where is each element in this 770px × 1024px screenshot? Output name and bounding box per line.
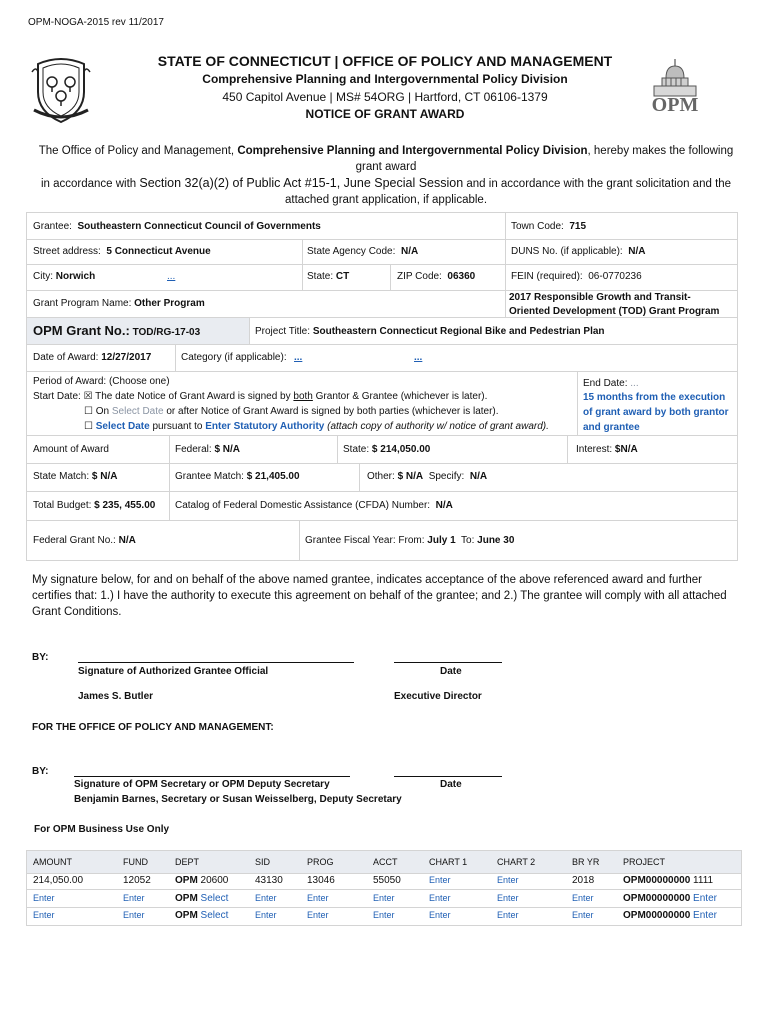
state-amount-value[interactable]: $ 214,050.00 — [371, 444, 431, 455]
federal-grant-label: Federal Grant No.: — [33, 535, 116, 546]
program-field — [33, 298, 205, 309]
state-match-field — [33, 471, 117, 482]
table-cell[interactable]: Enter — [429, 910, 451, 920]
other-label: Other: — [367, 471, 395, 482]
project-title-field — [255, 326, 605, 337]
end-date-field — [583, 378, 639, 389]
form-code: OPM-NOGA-2015 rev 11/2017 — [28, 17, 164, 28]
end-note-line2: of grant award by both grantor — [583, 407, 729, 418]
end-date-label: End Date: — [583, 378, 628, 389]
table-cell[interactable] — [623, 910, 717, 921]
street-value[interactable]: 5 Connecticut Avenue — [106, 246, 211, 257]
table-cell-part: OPM — [175, 875, 198, 886]
category-dropdown[interactable]: ... — [294, 352, 303, 363]
column-header: SID — [255, 857, 271, 867]
table-cell-part: Select — [197, 893, 229, 904]
table-cell[interactable]: Enter — [307, 893, 329, 903]
duns-field — [511, 246, 646, 257]
opm-date-line[interactable] — [394, 776, 502, 777]
intro-division: Comprehensive Planning and Intergovernmental Policy Division — [237, 145, 588, 157]
table-cell[interactable] — [623, 893, 717, 904]
grantee-match-field — [175, 471, 300, 482]
column-header: BR YR — [572, 857, 600, 867]
grantee-signature-caption: Signature of Authorized Grantee Official — [78, 666, 269, 677]
city-dropdown[interactable]: ... — [167, 271, 176, 282]
opm-logo-text: OPM — [651, 94, 699, 116]
start-option-signed[interactable] — [33, 391, 487, 402]
city-field — [33, 271, 95, 282]
table-cell[interactable] — [175, 875, 228, 886]
table-cell-part: OPM00000000 — [623, 875, 691, 886]
table-cell[interactable]: 55050 — [373, 875, 401, 886]
table-cell-part: Enter — [690, 910, 717, 921]
start-option-text: Start Date: ☒ The date Notice of Grant Award is signed by — [33, 391, 294, 402]
fein-label: FEIN (required): — [511, 271, 583, 282]
grantee-match-label: Grantee Match: — [175, 471, 244, 482]
state-amount-label: State: — [343, 444, 370, 455]
agency-code-field — [307, 246, 418, 257]
interest-value[interactable]: $N/A — [614, 444, 638, 455]
federal-value[interactable]: $ N/A — [214, 444, 241, 455]
grantee-value[interactable]: Southeastern Connecticut Council of Governments — [77, 221, 321, 232]
other-value[interactable]: $ N/A — [397, 471, 424, 482]
select-date-field[interactable]: Select Date — [111, 406, 164, 417]
interest-field — [576, 444, 638, 455]
date-award-field — [33, 352, 151, 363]
state-field — [307, 271, 349, 282]
grantee-date-line[interactable] — [394, 662, 502, 663]
intro-statute: Section 32(a)(2) of Public Act #15-1, June Special Session — [139, 176, 464, 190]
program-value[interactable]: Other Program — [134, 298, 205, 309]
duns-label: DUNS No. (if applicable): — [511, 246, 623, 257]
street-field — [33, 246, 211, 257]
intro-paragraph — [26, 143, 746, 208]
fiscal-year-label: Grantee Fiscal Year: From: — [305, 535, 425, 546]
table-cell[interactable]: Enter — [497, 910, 519, 920]
table-cell[interactable] — [623, 875, 713, 886]
column-header: FUND — [123, 857, 148, 867]
opm-logo — [640, 58, 710, 116]
agency-code-label: State Agency Code: — [307, 246, 396, 257]
category-dropdown-2[interactable]: ... — [414, 352, 423, 363]
state-value[interactable]: CT — [335, 271, 350, 282]
by-label-opm: BY: — [32, 766, 49, 777]
cfda-field — [175, 500, 453, 511]
table-cell[interactable]: Enter — [429, 893, 451, 903]
select-date-field[interactable]: Select Date — [95, 421, 150, 432]
grant-info-grid — [26, 212, 738, 561]
opm-signer-names: Benjamin Barnes, Secretary or Susan Weisselberg, Deputy Secretary — [74, 794, 402, 805]
table-cell[interactable] — [175, 893, 228, 904]
category-field — [181, 352, 287, 363]
fiscal-year-to[interactable]: June 30 — [477, 535, 515, 546]
table-cell[interactable]: Enter — [255, 910, 277, 920]
end-note-line3: and grantee — [583, 422, 640, 433]
table-cell[interactable]: 214,050.00 — [33, 875, 84, 886]
header-division: Comprehensive Planning and Intergovernmental Policy Division — [202, 72, 568, 86]
intro-text: and in accordance with the grant solicitation and the attached grant application, if applicable. — [284, 178, 732, 206]
interest-label: Interest: — [576, 444, 613, 455]
amount-label: Amount of Award — [33, 444, 109, 455]
table-cell[interactable]: Enter — [123, 893, 145, 903]
column-header: CHART 2 — [497, 857, 536, 867]
by-label: BY: — [32, 652, 49, 663]
table-cell-part: Enter — [690, 893, 717, 904]
end-date-value[interactable]: ... — [630, 378, 639, 389]
header-agency: STATE OF CONNECTICUT | OFFICE OF POLICY AND MANAGEMENT — [157, 53, 613, 69]
grant-no-value[interactable]: TOD/RG-17-03 — [132, 327, 201, 338]
fiscal-year-from[interactable]: July 1 — [427, 535, 456, 546]
project-title-label: Project Title: — [255, 326, 311, 337]
other-field — [367, 471, 487, 482]
page-title: NOTICE OF GRANT AWARD — [305, 107, 465, 121]
program-label: Grant Program Name: — [33, 298, 132, 309]
period-label: Period of Award: (Choose one) — [33, 376, 170, 387]
category-label: Category (if applicable): — [181, 352, 287, 363]
table-cell[interactable] — [175, 910, 228, 921]
table-cell-part: OPM00000000 — [623, 910, 691, 921]
table-cell[interactable]: Enter — [572, 910, 594, 920]
table-cell[interactable]: 12052 — [123, 875, 151, 886]
table-cell[interactable]: Enter — [255, 893, 277, 903]
duns-value[interactable]: N/A — [628, 246, 646, 257]
table-cell-part: OPM — [175, 910, 198, 921]
grant-no-label: OPM Grant No.: — [33, 323, 130, 338]
state-amount-field — [343, 444, 430, 455]
table-cell[interactable]: Enter — [497, 875, 519, 885]
start-option-date[interactable] — [84, 406, 499, 417]
start-option-both: both — [293, 391, 313, 402]
date-award-label: Date of Award: — [33, 352, 99, 363]
header-address: 450 Capitol Avenue | MS# 54ORG | Hartford, CT 06106-1379 — [222, 90, 548, 104]
specify-value[interactable]: N/A — [469, 471, 488, 482]
table-cell[interactable]: Enter — [33, 893, 55, 903]
column-header: ACCT — [373, 857, 398, 867]
table-cell-part: OPM00000000 — [623, 893, 691, 904]
column-header: AMOUNT — [33, 857, 72, 867]
table-cell[interactable]: Enter — [373, 893, 395, 903]
federal-field — [175, 444, 240, 455]
column-header: PROJECT — [623, 857, 666, 867]
fein-value[interactable]: 06-0770236 — [588, 271, 642, 282]
zip-field — [397, 271, 475, 282]
table-cell-part: 20600 — [197, 875, 229, 886]
town-code-field — [511, 221, 586, 232]
grantee-label: Grantee: — [33, 221, 72, 232]
statutory-authority-field[interactable]: Enter Statutory Authority — [205, 421, 325, 432]
state-label: State: — [307, 271, 334, 282]
signer-title: Executive Director — [394, 691, 482, 702]
zip-label: ZIP Code: — [397, 271, 442, 282]
column-header: DEPT — [175, 857, 200, 867]
table-cell[interactable]: Enter — [572, 893, 594, 903]
start-option-text: pursuant to — [149, 421, 206, 432]
street-label: Street address: — [33, 246, 101, 257]
table-cell[interactable]: 43130 — [255, 875, 283, 886]
city-value[interactable]: Norwich — [55, 271, 96, 282]
signer-name: James S. Butler — [78, 691, 154, 702]
grantee-match-value[interactable]: $ 21,405.00 — [246, 471, 300, 482]
opm-section-heading: FOR THE OFFICE OF POLICY AND MANAGEMENT: — [32, 722, 274, 733]
program-title-line1: 2017 Responsible Growth and Transit- — [509, 292, 691, 303]
intro-text: , hereby makes the following grant award — [355, 145, 734, 173]
table-cell[interactable]: Enter — [373, 910, 395, 920]
town-code-label: Town Code: — [511, 221, 564, 232]
total-budget-label: Total Budget: — [33, 500, 92, 511]
grant-no-field — [33, 323, 200, 338]
opm-date-caption: Date — [440, 779, 462, 790]
table-cell[interactable]: Enter — [33, 910, 55, 920]
column-header: CHART 1 — [429, 857, 468, 867]
agency-code-value[interactable]: N/A — [400, 246, 419, 257]
specify-label: Specify: — [428, 471, 465, 482]
table-cell-part: 1111 — [690, 875, 714, 886]
grantee-signature-line[interactable] — [78, 662, 354, 663]
table-cell[interactable]: Enter — [429, 875, 451, 885]
project-title-value[interactable]: Southeastern Connecticut Regional Bike and Pedestrian Plan — [312, 326, 605, 337]
business-use-table — [26, 850, 742, 926]
acceptance-paragraph: My signature below, for and on behalf of the above named grantee, indicates acceptance of the above referenced award and further certifies that: 1.) I have the authority to execute this agreement on behalf of the grantee; and 2.) The grantee will comply with all attached Grant Conditions. — [32, 574, 727, 618]
start-option-text: ☐ — [84, 421, 96, 432]
opm-signature-line[interactable] — [74, 776, 350, 777]
intro-text: The Office of Policy and Management, — [38, 145, 238, 157]
table-cell[interactable]: 13046 — [307, 875, 335, 886]
column-header: PROG — [307, 857, 334, 867]
cfda-label: Catalog of Federal Domestic Assistance (CFDA) Number: — [175, 500, 431, 511]
fiscal-year-to-label: To: — [461, 535, 475, 546]
start-option-text: Grantor & Grantee (whichever is later). — [312, 391, 488, 402]
table-cell[interactable]: 2018 — [572, 875, 595, 886]
federal-grant-value[interactable]: N/A — [118, 535, 136, 546]
start-option-statute[interactable] — [84, 421, 549, 432]
total-budget-field — [33, 500, 155, 511]
state-match-value[interactable]: $ N/A — [91, 471, 118, 482]
table-cell-part: Select — [197, 910, 229, 921]
start-option-text: or after Notice of Grant Award is signed by both parties (whichever is later). — [163, 406, 499, 417]
end-note-line1: 15 months from the execution — [583, 392, 726, 403]
cfda-value[interactable]: N/A — [435, 500, 453, 511]
city-label: City: — [33, 271, 53, 282]
capitol-dome-icon — [640, 58, 710, 98]
grantee-field — [33, 221, 321, 232]
table-cell-part: OPM — [175, 893, 198, 904]
state-match-label: State Match: — [33, 471, 90, 482]
federal-grant-field — [33, 535, 136, 546]
start-option-text: ☐ On — [84, 406, 112, 417]
program-title-line2: Oriented Development (TOD) Grant Program — [509, 306, 720, 317]
date-award-value[interactable]: 12/27/2017 — [101, 352, 152, 363]
town-code-value[interactable]: 715 — [569, 221, 587, 232]
fiscal-year-field — [305, 535, 514, 546]
table-cell[interactable]: Enter — [497, 893, 519, 903]
zip-value[interactable]: 06360 — [447, 271, 476, 282]
connecticut-seal-icon — [30, 52, 92, 124]
federal-label: Federal: — [175, 444, 212, 455]
business-use-heading: For OPM Business Use Only — [34, 824, 170, 835]
fein-field — [511, 271, 642, 282]
grantee-date-caption: Date — [440, 666, 462, 677]
table-cell[interactable]: Enter — [307, 910, 329, 920]
opm-signature-caption: Signature of OPM Secretary or OPM Deputy Secretary — [74, 779, 330, 790]
total-budget-value[interactable]: $ 235, 455.00 — [94, 500, 156, 511]
start-option-text: (attach copy of authority w/ notice of grant award). — [324, 421, 549, 432]
table-cell[interactable]: Enter — [123, 910, 145, 920]
intro-text: in accordance with — [40, 178, 140, 190]
